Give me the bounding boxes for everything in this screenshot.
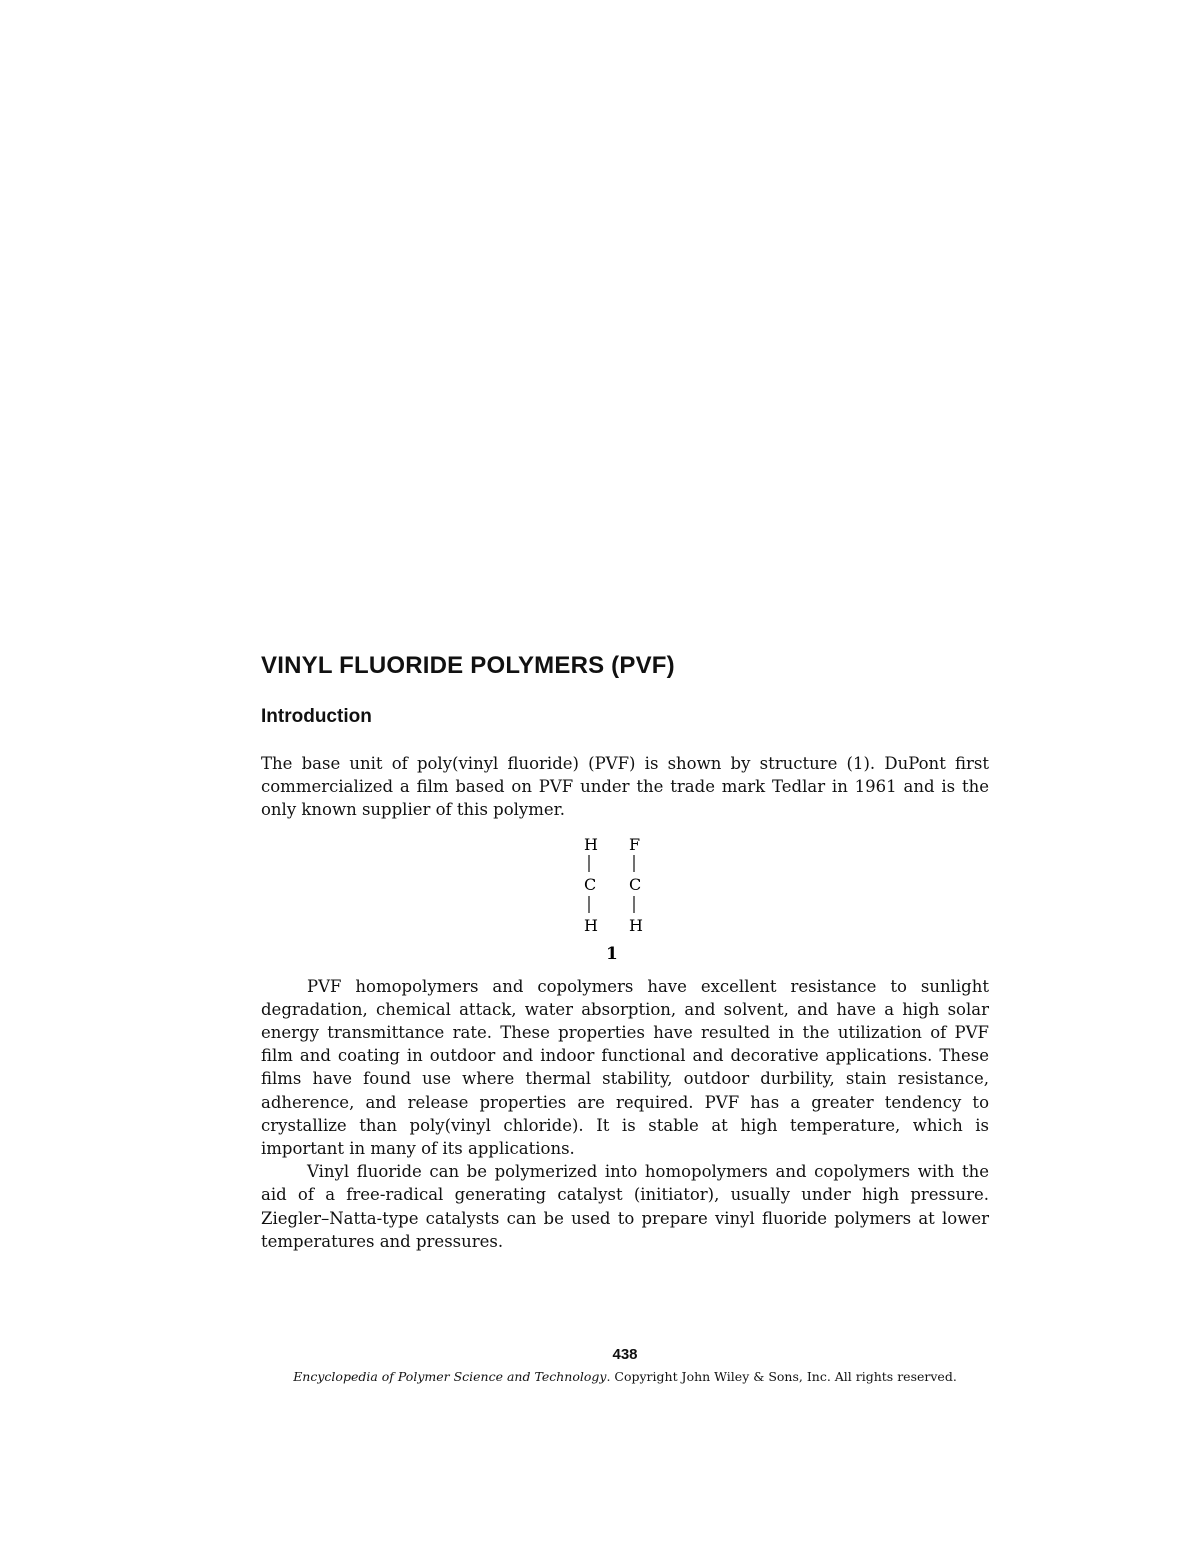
structure-diagram (581, 828, 661, 963)
document-page (261, 650, 989, 1253)
atom-mid-right: C (629, 874, 642, 894)
intro-paragraph: The base unit of poly(vinyl fluoride) (PVF) is shown by structure (1). DuPont first commercialized a film based on PVF under the trade mark Tedlar in 1961 and is the only known supplier of this polymer. (261, 754, 989, 820)
page-number: 438 (612, 1346, 638, 1363)
section-heading: Introduction (261, 706, 372, 727)
atom-bottom-left: H (584, 915, 598, 935)
page-footer (261, 1344, 989, 1386)
atom-top-right: F (629, 834, 641, 854)
journal-title: Encyclopedia of Polymer Science and Technology (293, 1369, 607, 1384)
atom-bottom-right: H (629, 915, 643, 935)
atom-mid-left: C (584, 874, 597, 894)
copyright-text: . Copyright John Wiley & Sons, Inc. All rights reserved. (606, 1369, 957, 1384)
chemical-structure (261, 828, 989, 963)
paragraph-2: PVF homopolymers and copolymers have excellent resistance to sunlight degradation, chemical attack, water absorption, and solvent, and have a high solar energy transmittance rate. These properties have resulted in the utilization of PVF film and coating in outdoor and indoor functional and decorative applications. These films have found use where thermal stability, outdoor durbility, stain resistance, adherence, and release properties are required. PVF has a greater tendency to crystallize than poly(vinyl chloride). It is stable at high temperature, which is important in many of its applications. (261, 976, 989, 1159)
atom-top-left: H (584, 834, 598, 854)
article-title: VINYL FLUORIDE POLYMERS (PVF) (261, 652, 675, 679)
structure-label: 1 (606, 943, 618, 964)
paragraph-3: Vinyl fluoride can be polymerized into homopolymers and copolymers with the aid of a free-radical generating catalyst (initiator), usually under high pressure. Ziegler–Natta-type catalysts can be used to prepare vinyl fluoride polymers at lower temperatures and pressures. (261, 1162, 989, 1251)
copyright-line (261, 1368, 989, 1386)
